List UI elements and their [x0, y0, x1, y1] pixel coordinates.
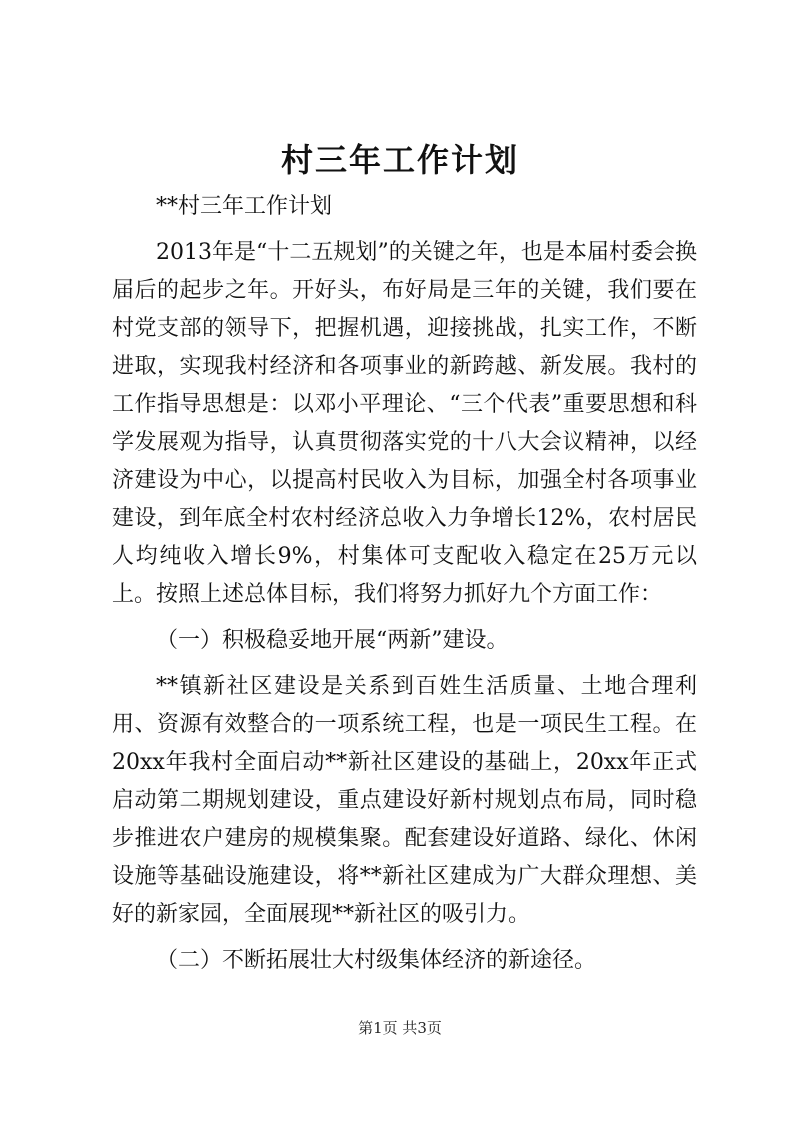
document-title: 村三年工作计划: [280, 141, 519, 179]
document-body: [112, 188, 697, 988]
paragraph-intro: 2013年是“十二五规划”的关键之年，也是本届村委会换届后的起步之年。开好头，布好局是三年的关键，我们要在村党支部的领导下，把握机遇，迎接挑战，扎实工作，不断进取，实现我村经济和各项事业的新跨越、新发展。我村的工作指导思想是：以邓小平理论、“三个代表”重要思想和科学发展观为指导，认真贯彻落实党的十八大会议精神，以经济建设为中心，以提高村民收入为目标，加强全村各项事业建设，到年底全村农村经济总收入力争增长12%，农村居民人均纯收入增长9%，村集体可支配收入稳定在25万元以上。按照上述总体目标，我们将努力抓好九个方面工作：: [112, 240, 697, 607]
section-heading-2: （二）不断拓展壮大村级集体经济的新途径。: [156, 948, 597, 973]
section-heading-1: （一）积极稳妥地开展“两新”建设。: [156, 628, 509, 653]
paragraph-section-1: **镇新社区建设是关系到百姓生活质量、土地合理利用、资源有效整合的一项系统工程，也是一项民生工程。在20xx年我村全面启动**新社区建设的基础上，20xx年正式启动第二期规划建设，重点建设好新村规划点布局，同时稳步推进农户建房的规模集聚。配套建设好道路、绿化、休闲设施等基础设施建设，将**新社区建成为广大群众理想、美好的新家园，全面展现**新社区的吸引力。: [112, 674, 697, 927]
paragraph-subtitle: **村三年工作计划: [156, 194, 333, 219]
page-footer: 第1页 共3页: [358, 1019, 442, 1037]
